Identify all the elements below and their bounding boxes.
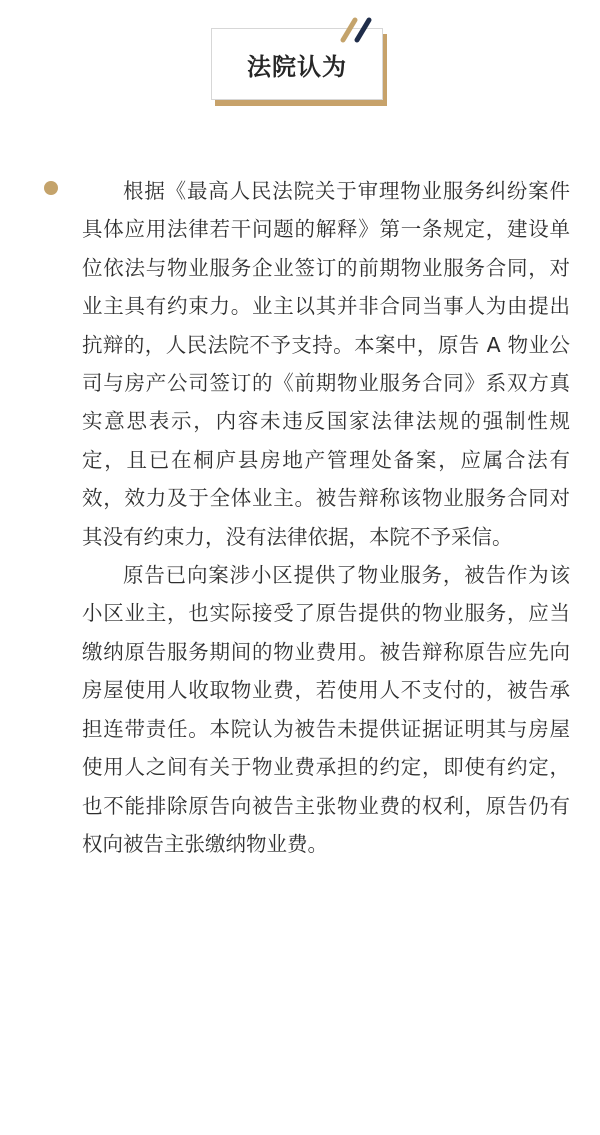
paragraph-1: 根据《最高人民法院关于审理物业服务纠纷案件具体应用法律若干问题的解释》第一条规定，建设单位依法与物业服务企业签订的前期物业服务合同，对业主具有约束力。业主以其并非合同当事人为由提出抗辩的，人民法院不予支持。本案中，原告 A 物业公司与房产公司签订的《前期物业服务合同》系双方真实意思表示，内容未违反国家法律法规的强制性规定，且已在桐庐县房地产管理处备案，应属合法有效，效力及于全体业主。被告辩称该物业服务合同对其没有约束力，没有法律依据，本院不予采信。 [82, 179, 570, 549]
article-body [82, 172, 570, 863]
section-title-badge [211, 28, 391, 108]
section-title: 法院认为 [247, 52, 347, 81]
bullet-dot-icon [44, 181, 58, 195]
double-slash-decoration-icon [337, 14, 377, 44]
paragraph-2: 原告已向案涉小区提供了物业服务，被告作为该小区业主，也实际接受了原告提供的物业服务，应当缴纳原告服务期间的物业费用。被告辩称原告应先向房屋使用人收取物业费，若使用人不支付的，被告承担连带责任。本院认为被告未提供证据证明其与房屋使用人之间有关于物业费承担的约定，即使有约定，也不能排除原告向被告主张物业费的权利，原告仍有权向被告主张缴纳物业费。 [82, 563, 570, 856]
